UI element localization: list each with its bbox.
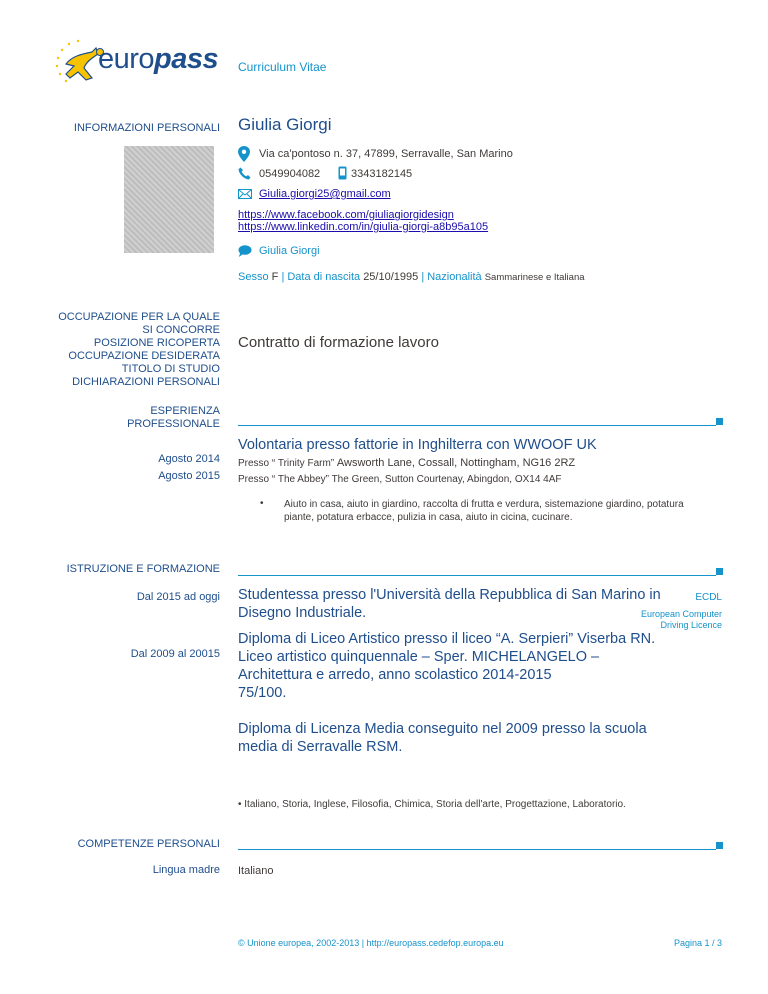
date-to: Agosto 2015 — [158, 470, 220, 482]
personal-details-line — [238, 270, 585, 285]
education-title — [238, 630, 656, 702]
occupation-label-line: POSIZIONE RICOPERTA — [93, 337, 220, 349]
footer-page-number: Pagina 1 / 3 — [673, 938, 722, 948]
mobile-number: 3343182145 — [351, 168, 413, 180]
education-subjects: • Italiano, Storia, Inglese, Filosofia, Chimica, Storia dell'arte, Progettazione, Laboratorio. — [238, 799, 626, 810]
facebook-link[interactable]: https://www.facebook.com/giuliagiorgidesign — [238, 209, 454, 221]
education-title — [238, 586, 661, 622]
nationality-value: Sammarinese e Italiana — [484, 272, 585, 283]
education-line: Architettura e arredo, anno scolastico 2014-2015 — [238, 667, 552, 683]
footer-copyright: © Unione europea, 2002-2013 | http://europass.cedefop.europa.eu — [238, 938, 504, 948]
experience-label-line: ESPERIENZA — [150, 405, 220, 417]
person-name: Giulia Giorgi — [238, 115, 332, 134]
occupation-label-line: OCCUPAZIONE PER LA QUALE — [58, 311, 220, 323]
im-name: Giulia Giorgi — [259, 245, 320, 257]
occupation-value: Contratto di formazione lavoro — [238, 334, 439, 351]
date-from: Agosto 2014 — [158, 453, 220, 465]
experience-label-line: PROFESSIONALE — [127, 418, 220, 430]
sex-label: Sesso — [238, 271, 269, 283]
ecdl-title: ECDL — [695, 592, 722, 603]
place-address: Awsworth Lane, Cossall, Nottingham, NG16 2RZ — [336, 457, 576, 469]
ecdl-subtitle: Driving Licence — [660, 620, 722, 630]
occupation-label-line: TITOLO DI STUDIO — [121, 363, 220, 375]
mother-tongue-value: Italiano — [238, 865, 274, 877]
skills-divider-marker — [716, 842, 723, 849]
experience-dates — [158, 451, 220, 485]
education-date: Dal 2009 al 20015 — [130, 648, 220, 660]
occupation-label-line: SI CONCORRE — [142, 324, 220, 336]
logo-text-pass: pass — [154, 43, 219, 75]
email-icon — [238, 189, 252, 199]
skills-divider — [238, 849, 716, 850]
ecdl-subtitle: European Computer — [640, 609, 722, 619]
education-divider-marker — [716, 568, 723, 575]
linkedin-link[interactable]: https://www.linkedin.com/in/giulia-giorgi-a8b95a105 — [238, 221, 489, 233]
education-label: ISTRUZIONE E FORMAZIONE — [66, 563, 220, 575]
ecdl-box — [641, 591, 722, 631]
nationality-label: Nazionalità — [427, 271, 482, 283]
education-line: Diploma di Licenza Media conseguito nel 2009 presso la scuola — [238, 721, 647, 737]
separator: | — [281, 271, 285, 283]
education-line: Disegno Industriale. — [238, 605, 367, 621]
phone-number: 0549904082 — [259, 168, 321, 180]
phone-icon — [238, 167, 251, 180]
experience-title: Volontaria presso fattorie in Inghilterra con WWOOF UK — [238, 437, 597, 453]
experience-label — [127, 405, 220, 431]
birth-value: 25/10/1995 — [363, 271, 419, 283]
education-line: 75/100. — [238, 685, 287, 701]
place-prefix: Presso “ Trinity Farm” — [238, 458, 335, 469]
address: Via ca'pontoso n. 37, 47899, Serravalle, San Marino — [259, 148, 513, 160]
task-line: Aiuto in casa, aiuto in giardino, raccolta di frutta e verdura, sistemazione giardino, potatura — [284, 499, 684, 510]
occupation-label-line: DICHIARAZIONI PERSONALI — [72, 376, 220, 388]
occupation-label — [58, 311, 220, 389]
location-pin-icon — [238, 146, 250, 162]
doc-title: Curriculum Vitae — [238, 60, 327, 74]
task-line: piante, potatura erbacce, pulizia in casa, aiuto in cicina, cucinare. — [284, 512, 573, 523]
education-line: Studentessa presso l'Università della Repubblica di San Marino in — [238, 587, 661, 603]
education-line: Liceo artistico quinquennale – Sper. MICHELANGELO – — [238, 649, 600, 665]
sex-value: F — [271, 271, 279, 283]
mother-tongue-label: Lingua madre — [152, 864, 220, 876]
personal-info-label: INFORMAZIONI PERSONALI — [73, 122, 220, 134]
experience-place: Presso “ The Abbey” The Green, Sutton Courtenay, Abingdon, OX14 4AF — [238, 474, 562, 485]
education-line: media di Serravalle RSM. — [238, 739, 403, 755]
education-divider — [238, 575, 716, 576]
education-line: Diploma di Liceo Artistico presso il liceo “A. Serpieri” Viserba RN. — [238, 631, 656, 647]
experience-place — [238, 456, 575, 471]
chat-bubble-icon — [238, 245, 252, 257]
separator: | — [421, 271, 425, 283]
skills-label: COMPETENZE PERSONALI — [77, 838, 220, 850]
experience-divider — [238, 425, 716, 426]
birth-label: Data di nascita — [287, 271, 361, 283]
photo-placeholder — [124, 146, 214, 253]
email-link[interactable]: Giulia.giorgi25@gmail.com — [259, 188, 391, 200]
education-title — [238, 720, 658, 756]
europass-logo — [52, 38, 222, 88]
logo-text-euro: euro — [98, 43, 155, 75]
mobile-icon — [338, 166, 347, 180]
experience-divider-marker — [716, 418, 723, 425]
bullet: • — [260, 498, 264, 509]
education-date: Dal 2015 ad oggi — [136, 591, 220, 603]
experience-tasks — [284, 498, 724, 524]
occupation-label-line: OCCUPAZIONE DESIDERATA — [68, 350, 220, 362]
